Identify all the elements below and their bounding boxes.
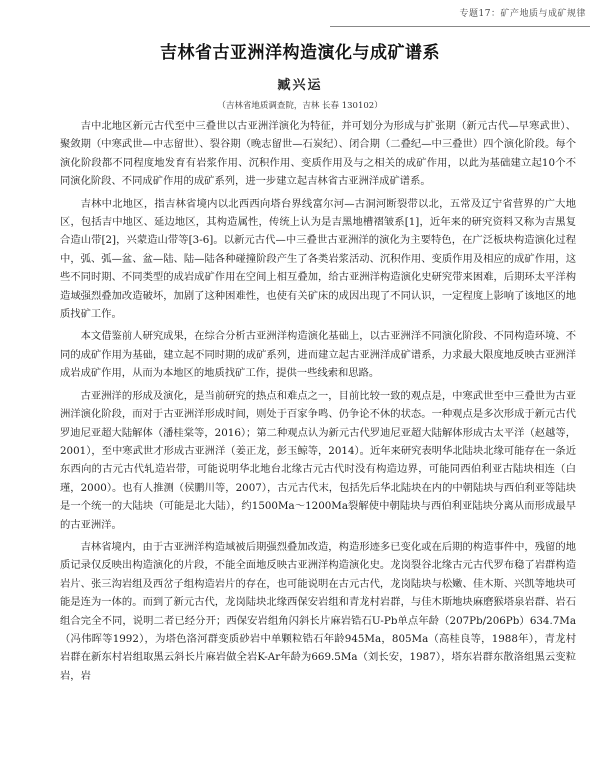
running-header: 专题17：矿产地质与成矿规律 xyxy=(459,9,586,19)
author-affiliation: （吉林省地质调查院，吉林 长春 130102） xyxy=(217,101,383,111)
article-body xyxy=(60,117,576,689)
paragraph-abstract: 吉中北地区新元古代至中三叠世以古亚洲洋演化为特征，并可划分为形成与扩张期（新元古代—早寒武世）、聚敛期（中寒武世—中志留世）、裂谷期（晚志留世—石炭纪）、闭合期（二叠纪—中三叠世）四个演化阶段。每个演化阶段都不同程度地发育有岩浆作用、沉积作用、变质作用及与之相关的成矿作用，以此为基础建立起10个不同演化阶段、不同成矿作用的成矿系列，进一步建立起吉林省古亚洲洋成矿谱系。 xyxy=(60,120,576,188)
article-title: 吉林省古亚洲洋构造演化与成矿谱系 xyxy=(160,43,440,63)
paragraph-jilin-evidence: 吉林省境内，由于古亚洲洋构造域被后期强烈叠加改造，构造形迹多已变化或在后期的构造事件中，残留的地质记录仅反映出构造演化的片段，不能全面地反映古亚洲洋构造演化史。龙岗裂谷北缘古元古代罗布稳了岩群构造岩片、张三沟岩组及西岔子组构造岩片的存在，也可能说明在古元古代，龙岗陆块与松嫩、佳木斯、兴凯等地块可能是连为一体的。而到了新元古代，龙岗陆块北缘西保安岩组和青龙村岩群，与佳木斯地块麻磨猴塔泉岩群、岩石组合完全不同，说明二者已经分开；西保安岩组角闪斜长片麻岩锆石U-Pb单点年龄（207Pb/206Pb）634.7Ma（冯伟晖等1992），为塔色洛河群变质砂岩中单颗粒锆石年龄945Ma，805Ma（高桂良等，1988年），青龙村岩群在新东村岩组取黑云斜长片麻岩做全岩K-Ar年龄为669.5Ma（刘长安，1987），塔东岩群东散洛组黑云变粒岩，岩 xyxy=(60,540,576,682)
paragraph-purpose: 本文借鉴前人研究成果，在综合分析古亚洲洋构造演化基础上，以古亚洲洋不同演化阶段、不同构造环境、不同的成矿作用为基础，建立起不同时期的成矿系列，进而建立起古亚洲洋成矿谱系，力求最大限度地反映古亚洲洋成岩成矿作用，从而为本地区的地质找矿工作，提供一些线索和思路。 xyxy=(60,330,576,380)
author-name: 臧兴运 xyxy=(277,78,323,93)
paragraph-region: 吉林中北地区，指吉林省境内以北西西向塔台界线富尔河—古洞河断裂带以北，五常及辽宁省营界的广大地区，包括吉中地区、延边地区，其构造属性，传统上认为是吉黑地槽褶皱系[1]，近年来的研究资料又称为吉黑复合造山带[2]，兴蒙造山带等[3-6]。以新元古代—中三叠世古亚洲洋的演化为主要特色，在广泛板块构造演化过程中，弧、弧—盆、盆—陆、陆—陆各种碰撞阶段产生了各类岩浆活动、沉积作用、变质作用及相应的成矿作用，这些不同时期、不同类型的成岩成矿作用在空间上相互叠加，给古亚洲洋构造演化史研究带来困难，后期环太平洋构造域强烈叠加改造破坏，加剧了这种困难性，也使有关矿床的成因出现了不同认识，一定程度上影响了该地区的地质找矿工作。 xyxy=(60,197,576,321)
header-divider xyxy=(330,26,590,27)
paragraph-formation: 古亚洲洋的形成及演化，是当前研究的热点和难点之一，目前比较一致的观点是，中寒武世至中三叠世为古亚洲洋演化阶段，而对于古亚洲洋形成时间，则处于百家争鸣、仍争论不休的状态。一种观点是多次形成于新元古代罗迪尼亚超大陆解体（潘桂棠等，2016）；第二种观点认为新元古代罗迪尼亚超大陆解体形成古太平洋（赵越等，2001），至中寒武世才形成古亚洲洋（姜正龙，彭玉鲸等，2014）。近年来研究表明华北陆块北缘可能存在一条近东西向的古元古代轧造岩带，可能说明华北地台北缘古元古代时没有构造边界，可能同西伯利亚古陆块相连（白瑾，2000）。也有人推测（侯鹏川等，2007），古元古代末，包括先后华北陆块在内的中朝陆块与西伯利亚等陆块是一个统一的大陆块（可能是北大陆），约1500Ma～1200Ma裂解使中朝陆块与西伯利亚陆块分离从而形成最早的古亚洲洋。 xyxy=(60,389,576,531)
